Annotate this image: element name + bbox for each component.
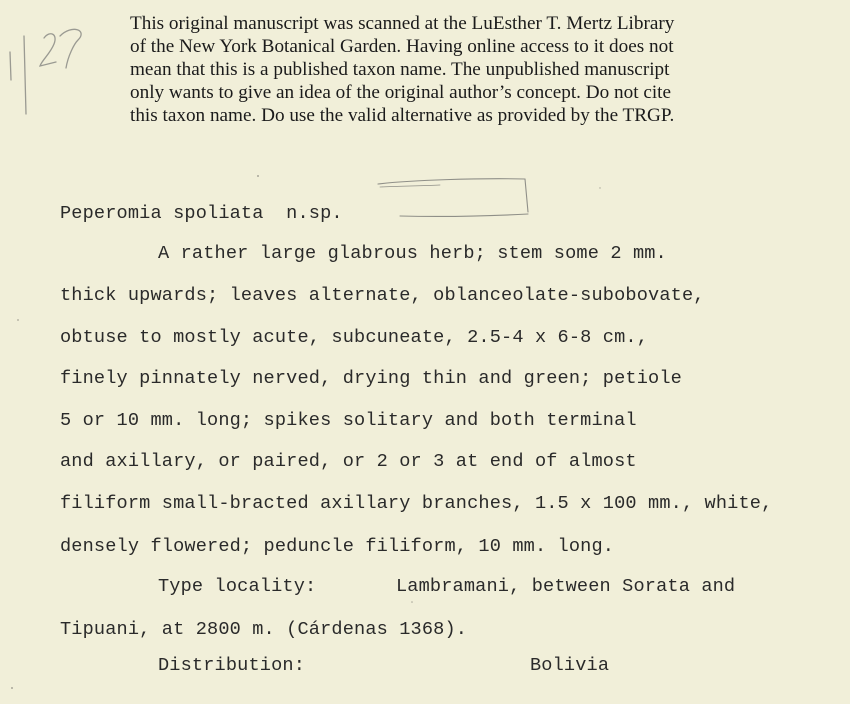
description-line: and axillary, or paired, or 2 or 3 at end of almost [60, 451, 637, 472]
species-title [60, 203, 343, 224]
distribution-value: Bolivia [530, 655, 610, 676]
type-locality-label: Type locality: [158, 576, 317, 597]
description-line: densely flowered; peduncle filiform, 10 mm. long. [60, 536, 615, 557]
notice-line: This original manuscript was scanned at the LuEsther T. Mertz Library [130, 13, 675, 34]
description-line: obtuse to mostly acute, subcuneate, 2.5-4 x 6-8 cm., [60, 327, 649, 348]
distribution-label: Distribution: [158, 655, 306, 676]
pencil-bracket [370, 172, 540, 222]
description-line: 5 or 10 mm. long; spikes solitary and both terminal [60, 410, 637, 431]
type-locality-value: Lambramani, between Sorata and [396, 576, 736, 597]
notice-line: this taxon name. Do use the valid alternative as provided by the TRGP. [130, 105, 675, 126]
description-line: filiform small-bracted axillary branches, 1.5 x 100 mm., white, [60, 493, 773, 514]
description-line: A rather large glabrous herb; stem some 2 mm. [158, 243, 667, 264]
pencil-annotation [0, 10, 100, 120]
species-name: Peperomia spoliata [60, 203, 264, 224]
new-species-marker: n.sp. [286, 203, 343, 224]
library-notice [130, 12, 830, 127]
description-line: finely pinnately nerved, drying thin and green; petiole [60, 368, 682, 389]
notice-line: of the New York Botanical Garden. Having online access to it does not [130, 36, 674, 57]
description-line: thick upwards; leaves alternate, oblanceolate-subobovate, [60, 285, 705, 306]
notice-line: mean that this is a published taxon name. The unpublished manuscript [130, 59, 670, 80]
notice-line: only wants to give an idea of the original author’s concept. Do not cite [130, 82, 672, 103]
type-locality-continuation: Tipuani, at 2800 m. (Cárdenas 1368). [60, 619, 468, 640]
